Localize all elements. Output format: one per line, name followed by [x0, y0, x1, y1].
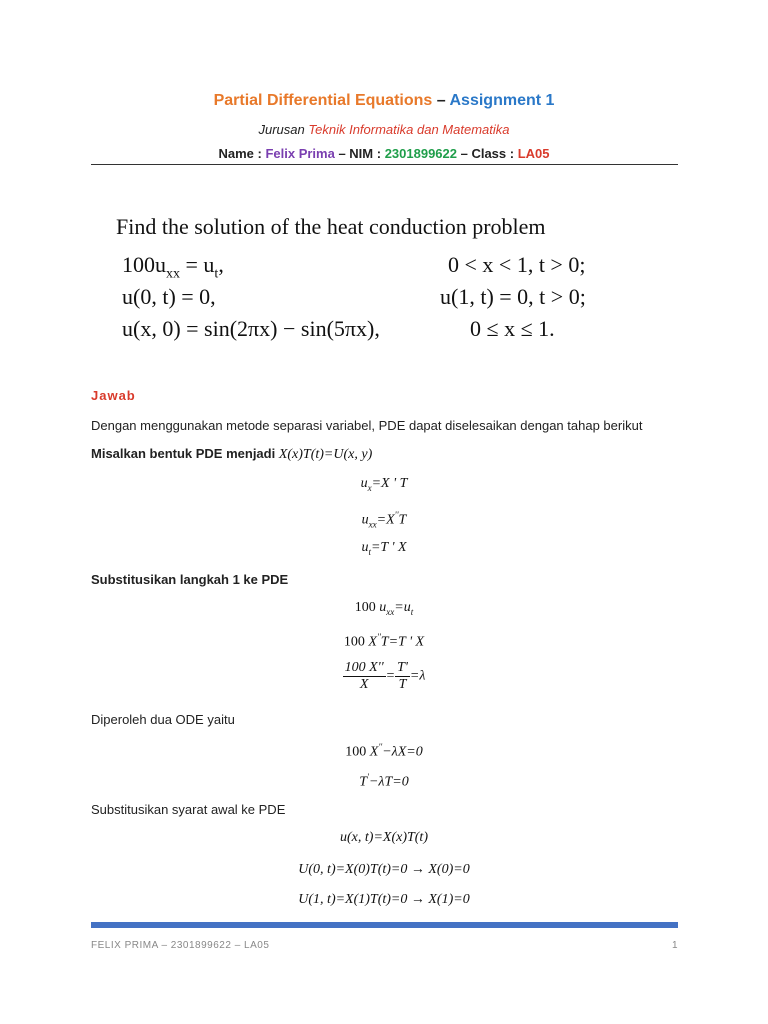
header-divider — [91, 164, 678, 165]
nim-value: 2301899622 — [384, 146, 457, 161]
equation-100uxx: 100 $u_{xx}=u_t$ — [354, 600, 414, 617]
equation-2-left: u(0, t) = 0, — [122, 284, 216, 309]
step-1-line — [91, 446, 372, 463]
title-subject: Partial Differential Equations — [213, 92, 433, 109]
footer-bar — [91, 922, 678, 928]
ode-x: 100 X''−λX=0 — [345, 742, 423, 760]
step-3-label: Substitusikan syarat awal ke PDE — [91, 802, 286, 817]
eq1-sub-t: t — [214, 266, 219, 282]
ode-label: Diperoleh dua ODE yaitu — [91, 712, 235, 727]
equation-3-left: u(x, 0) = sin(2πx) − sin(5πx), — [122, 316, 380, 341]
problem-heading: Find the solution of the heat conduction problem — [116, 214, 546, 239]
equation-ux: $u_x=X$ ' T — [360, 476, 408, 493]
department-line — [0, 122, 768, 137]
document-title — [0, 92, 768, 110]
footer-author: FELIX PRIMA – 2301899622 – LA05 — [91, 940, 270, 951]
boundary-condition-0: U(0, t)=X(0)T(t)=0 → X(0)=0 — [298, 862, 470, 877]
department-name: Teknik Informatika dan Matematika — [308, 122, 510, 137]
equation-separation: u(x, t)=X(x)T(t) — [340, 830, 428, 845]
step-2-label: Substitusikan langkah 1 ke PDE — [91, 572, 289, 587]
eq1-lhs: 100u — [122, 252, 166, 277]
title-assignment: Assignment 1 — [449, 92, 555, 109]
eq1-comma: , — [218, 252, 224, 277]
eq1-mid: = u — [180, 252, 215, 277]
equation-lambda: $\frac{100 X''}{X}$ = $\frac{T'}{T}$ =λ — [344, 660, 426, 692]
boundary-condition-1: U(1, t)=X(1)T(t)=0 → X(1)=0 — [298, 892, 470, 907]
step-1-label: Misalkan bentuk PDE menjadi — [91, 446, 279, 461]
answer-heading: Jawab — [91, 388, 136, 403]
eq1-sub-xx: xx — [166, 266, 180, 282]
page-footer — [91, 940, 678, 951]
title-dash: – — [432, 92, 450, 109]
equation-100XT: 100 X''T=T ' X — [343, 632, 425, 650]
class-label: – Class : — [457, 146, 518, 161]
name-label: Name : — [218, 146, 266, 161]
intro-paragraph: Dengan menggunakan metode separasi variabel, PDE dapat diselesaikan dengan tahap berikut — [91, 418, 643, 433]
class-value: LA05 — [517, 146, 550, 161]
step-1-math: X(x)T(t)=U(x, y) — [278, 447, 373, 462]
fraction-1: $\frac{100 X''}{X}$ — [344, 660, 384, 692]
equation-uxx: $u_{xx}=X''T$ — [361, 510, 407, 530]
nim-label: – NIM : — [334, 146, 385, 161]
name-value: Felix Prima — [265, 146, 335, 161]
equation-2-condition: u(1, t) = 0, t > 0; — [440, 284, 586, 309]
page-number: 1 — [671, 940, 678, 951]
student-info-line — [0, 146, 768, 161]
equation-ut: $u_t=T$ ' X — [361, 540, 407, 557]
equation-1-condition: 0 < x < 1, t > 0; — [448, 252, 586, 277]
ode-t: T'−λT=0 — [359, 772, 409, 790]
fraction-2: $\frac{T'}{T}$ — [397, 660, 408, 692]
equation-3-condition: 0 ≤ x ≤ 1. — [470, 316, 555, 341]
equation-1-left — [122, 252, 224, 282]
department-prefix: Jurusan — [258, 122, 309, 137]
